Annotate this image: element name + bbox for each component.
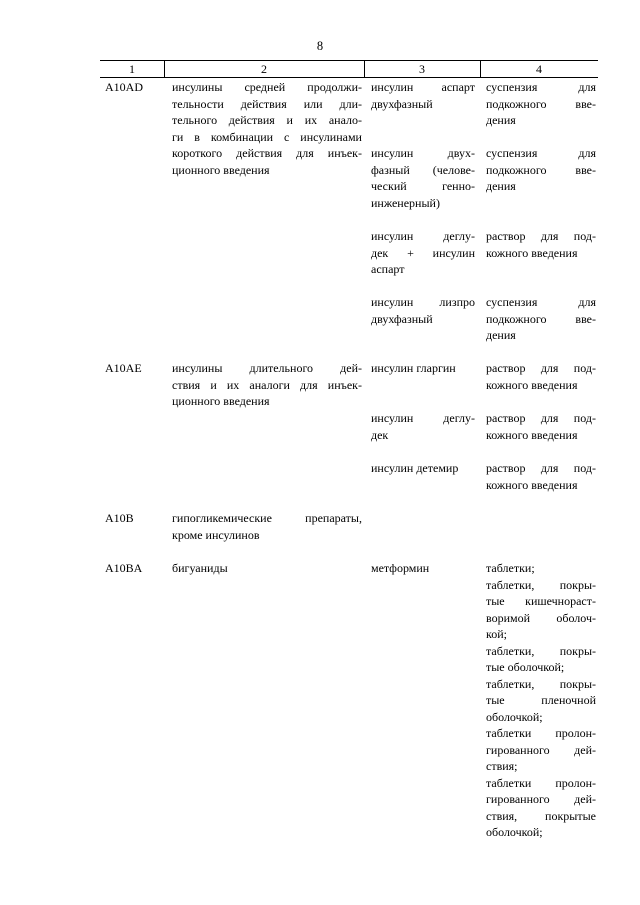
text-line: тые оболочкой;: [486, 660, 565, 674]
text-line: гированного дей-: [486, 742, 596, 757]
text-line: суспензия для: [486, 146, 596, 160]
text-line: подкожного вве-: [486, 162, 596, 177]
drug-name: [371, 145, 475, 211]
atc-code: A10BA: [105, 561, 143, 575]
text-line: тельного действия и их анало-: [172, 113, 362, 127]
atc-code: A10B: [105, 511, 134, 525]
drug-group-name: [172, 510, 362, 543]
text-line: кожного введения: [486, 377, 578, 392]
dosage-form: [486, 145, 596, 195]
text-line: дения: [486, 179, 516, 193]
text-line: оболочкой;: [486, 709, 543, 724]
text-line: суспензия для: [486, 295, 596, 309]
dosage-form: [486, 228, 596, 261]
text-line: ческий генно-: [371, 179, 475, 193]
header-col-3: 3: [419, 62, 425, 76]
text-line: фазный (челове-: [371, 162, 475, 177]
atc-code: A10AE: [105, 361, 142, 375]
text-line: метформин: [371, 561, 430, 575]
text-line: кожного введения: [486, 245, 578, 260]
text-line: двухфазный: [371, 311, 433, 326]
text-line: ствия, покрытые: [486, 808, 596, 823]
page-number: 8: [316, 39, 324, 53]
text-line: таблетки пролон-: [486, 775, 596, 790]
text-line: раствор для под-: [486, 411, 596, 425]
drug-name: [371, 360, 475, 377]
text-line: дения: [486, 113, 516, 127]
text-line: инсулин деглу-: [371, 411, 475, 425]
text-line: таблетки;: [486, 561, 535, 575]
text-line: таблетки, покры-: [486, 676, 596, 691]
text-line: раствор для под-: [486, 229, 596, 243]
text-line: оболочкой;: [486, 825, 543, 839]
text-line: двухфазный: [371, 96, 433, 111]
drug-group-name: [172, 560, 362, 577]
text-line: бигуаниды: [172, 561, 228, 575]
header-col-2: 2: [261, 62, 267, 76]
text-line: ствия;: [486, 759, 518, 773]
text-line: тые пленочной: [486, 693, 596, 707]
text-line: аспарт: [371, 262, 405, 276]
text-line: гипогликемические препараты,: [172, 511, 362, 525]
text-line: подкожного вве-: [486, 311, 596, 326]
text-line: суспензия для: [486, 80, 596, 94]
text-line: ствия и их аналоги для инъек-: [172, 377, 362, 392]
text-line: ционного введения: [172, 162, 270, 177]
text-line: инсулин деглу-: [371, 229, 475, 243]
text-line: инсулин лизпро: [371, 295, 475, 309]
text-line: раствор для под-: [486, 361, 596, 375]
text-line: кожного введения: [486, 427, 578, 442]
text-line: инженерный): [371, 195, 440, 210]
text-line: кожного введения: [486, 477, 578, 492]
dosage-form: [486, 294, 596, 344]
dosage-form: [486, 410, 596, 443]
text-line: дек: [371, 427, 389, 442]
text-line: инсулины длительного дей-: [172, 361, 362, 375]
text-line: подкожного вве-: [486, 96, 596, 111]
text-line: инсулины средней продолжи-: [172, 80, 362, 94]
text-line: тые кишечнораст-: [486, 594, 596, 608]
drug-name: [371, 560, 475, 577]
drug-name: [371, 410, 475, 443]
drug-name: [371, 228, 475, 278]
text-line: таблетки пролон-: [486, 726, 596, 740]
text-line: дения: [486, 328, 516, 342]
text-line: кроме инсулинов: [172, 527, 260, 542]
atc-code: A10AD: [105, 80, 143, 94]
text-line: короткого действия для инъек-: [172, 146, 362, 160]
text-line: инсулин аспарт: [371, 80, 475, 94]
dosage-form: [486, 560, 596, 841]
header-col-4: 4: [536, 62, 542, 76]
text-line: дек + инсулин: [371, 245, 475, 260]
text-line: таблетки, покры-: [486, 577, 596, 592]
table-header: [100, 60, 598, 78]
text-line: таблетки, покры-: [486, 643, 596, 658]
text-line: воримой оболоч-: [486, 610, 596, 625]
drug-group-name: [172, 360, 362, 410]
text-line: ционного введения: [172, 394, 270, 408]
text-line: кой;: [486, 627, 507, 641]
drug-name: [371, 294, 475, 327]
drug-name: [371, 79, 475, 112]
text-line: гированного дей-: [486, 792, 596, 806]
drug-name: [371, 460, 475, 477]
text-line: инсулин двух-: [371, 146, 475, 160]
text-line: раствор для под-: [486, 461, 596, 475]
text-line: инсулин детемир: [371, 461, 459, 475]
text-line: ги в комбинации с инсулинами: [172, 129, 362, 144]
header-col-1: 1: [129, 62, 135, 76]
text-line: тельности действия или дли-: [172, 96, 362, 111]
dosage-form: [486, 79, 596, 129]
dosage-form: [486, 460, 596, 493]
text-line: инсулин гларгин: [371, 361, 456, 375]
dosage-form: [486, 360, 596, 393]
drug-group-name: [172, 79, 362, 178]
